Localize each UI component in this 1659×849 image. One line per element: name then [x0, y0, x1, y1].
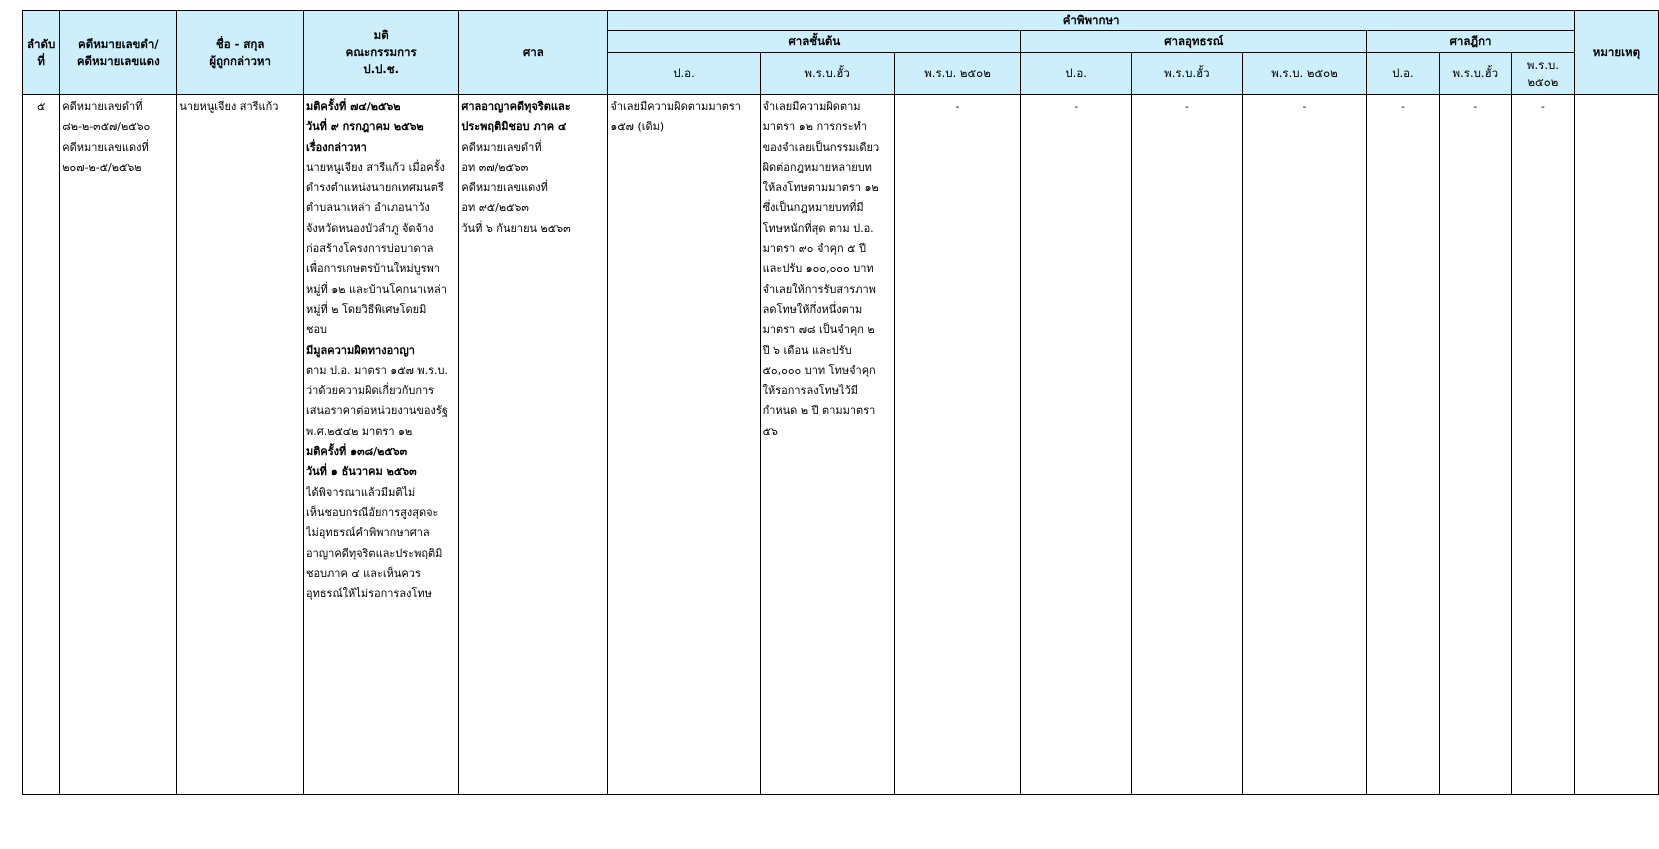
resolution-line: ตาม ป.อ. มาตรา ๑๕๗ พ.ร.บ. — [305, 363, 448, 377]
header-first-po: ป.อ. — [608, 53, 760, 95]
cell-supreme-po — [1367, 95, 1439, 795]
case-no-line: ๒๐๗-๒-๕/๒๕๖๒ — [62, 160, 142, 174]
cell-first-prb2502 — [894, 95, 1021, 795]
resolution-line: หมู่ที่ ๒ โดยวิธีพิเศษโดยมิ — [305, 302, 427, 316]
first-prb-line: ให้ลงโทษตามมาตรา ๑๒ — [762, 181, 879, 195]
first-prb-line: จำเลยให้การรับสารภาพ — [762, 282, 876, 296]
first-prb-line: กำหนด ๒ ปี ตามมาตรา — [762, 404, 876, 418]
resolution-line: มติครั้งที่ ๑๓๘/๒๕๖๓ — [305, 445, 408, 459]
first-prb-line: ผิดต่อกฎหมายหลายบท — [762, 160, 872, 174]
header-name — [177, 11, 304, 95]
cell-first-po — [608, 95, 760, 795]
cell-first-prb — [760, 95, 894, 795]
cell-appeal-po — [1021, 95, 1132, 795]
cell-case-no — [60, 95, 177, 795]
header-supreme-prb2502-line2: ๒๕๐๒ — [1527, 74, 1559, 89]
first-prb-line: ให้รอการลงโทษไว้มี — [762, 384, 858, 398]
header-no — [23, 11, 60, 95]
resolution-line: ตำบลนาเหล่า อำเภอนาวัง — [305, 201, 430, 215]
cell-appeal-prb — [1132, 95, 1243, 795]
resolution-line: จังหวัดหนองบัวลำภู จัดจ้าง — [305, 221, 434, 235]
header-no-line1: ลำดับ — [26, 36, 56, 51]
judgment-table — [22, 10, 1659, 795]
header-court-appeal: ศาลอุทธรณ์ — [1021, 31, 1367, 53]
header-case-no-line2: คดีหมายเลขแดง — [76, 53, 160, 68]
court-line: วันที่ ๖ กันยายน ๒๕๖๓ — [461, 221, 571, 235]
table-row — [23, 95, 1659, 795]
header-resolution — [303, 11, 458, 95]
cell-resolution — [303, 95, 458, 795]
header-first-prb2502: พ.ร.บ. ๒๕๐๒ — [894, 53, 1021, 95]
header-remark: หมายเหตุ — [1574, 11, 1658, 95]
header-appeal-prb2502: พ.ร.บ. ๒๕๐๒ — [1242, 53, 1367, 95]
cell-court — [459, 95, 608, 795]
case-no-line: ๘๒-๒-๓๕๗/๒๕๖๐ — [62, 120, 151, 134]
header-case-no-line1: คดีหมายเลขดำ/ — [78, 36, 159, 51]
resolution-line: วันที่ ๑ ธันวาคม ๒๕๖๓ — [305, 465, 417, 479]
resolution-line: ก่อสร้างโครงการบ่อบาดาล — [305, 242, 434, 256]
first-prb-line: มาตรา ๗๘ เป็นจำคุก ๒ — [762, 323, 875, 337]
cell-supreme-prb — [1439, 95, 1511, 795]
first-prb-line: ซึ่งเป็นกฎหมายบทที่มี — [762, 201, 864, 215]
resolution-line: วันที่ ๙ กรกฎาคม ๒๕๖๒ — [305, 120, 424, 134]
first-prb-line: มาตรา ๑๒ การกระทำ — [762, 120, 868, 134]
resolution-line: เสนอราคาต่อหน่วยงานของรัฐ — [305, 404, 448, 418]
first-po-line: จำเลยมีความผิดตามมาตรา — [610, 100, 741, 113]
header-supreme-prb: พ.ร.บ.ฮั้ว — [1439, 53, 1511, 95]
cell-remark — [1574, 95, 1658, 795]
cell-name: นายหนูเจียง สารีแก้ว — [177, 95, 304, 795]
resolution-line: ว่าด้วยความผิดเกี่ยวกับการ — [305, 384, 435, 398]
first-prb-line: และปรับ ๑๐๐,๐๐๐ บาท — [762, 262, 874, 276]
court-line: อท ๙๕/๒๕๖๓ — [461, 201, 529, 215]
first-prb-line: ๕๖ — [762, 424, 778, 438]
resolution-line: อุทธรณ์ให้ไม่รอการลงโทษ — [305, 587, 432, 601]
dash-value: - — [1540, 100, 1545, 113]
header-court: ศาล — [459, 11, 608, 95]
header-judgment: คำพิพากษา — [608, 11, 1574, 31]
dash-value: - — [1400, 100, 1405, 113]
resolution-line: พ.ศ.๒๕๔๒ มาตรา ๑๒ — [305, 424, 413, 438]
case-no-line: คดีหมายเลขแดงที่ — [62, 140, 149, 154]
first-prb-line: ลดโทษให้กึ่งหนึ่งตาม — [762, 302, 863, 316]
court-line: คดีหมายเลขดำที่ — [461, 140, 542, 154]
resolution-line: มีมูลความผิดทางอาญา — [305, 343, 415, 357]
header-resolution-line2: คณะกรรมการ — [345, 45, 417, 59]
judgment-table-wrapper — [22, 10, 1659, 795]
resolution-line: เพื่อการเกษตรบ้านใหม่บูรพา — [305, 262, 440, 276]
first-prb-line: โทษหนักที่สุด ตาม ป.อ. — [762, 221, 874, 235]
court-line: อท ๓๗/๒๕๖๓ — [461, 160, 529, 174]
cell-appeal-prb2502 — [1242, 95, 1367, 795]
header-name-line1: ชื่อ - สกุล — [215, 36, 265, 51]
resolution-line: มติครั้งที่ ๗๔/๒๕๖๒ — [305, 100, 401, 113]
header-first-prb: พ.ร.บ.ฮั้ว — [760, 53, 894, 95]
first-prb-line: มาตรา ๙๐ จำคุก ๕ ปี — [762, 242, 866, 256]
header-supreme-prb2502 — [1512, 53, 1575, 95]
dash-value: - — [1184, 100, 1189, 113]
first-prb-line: ปี ๖ เดือน และปรับ — [762, 343, 852, 357]
resolution-line: ชอบภาค ๔ และเห็นควร — [305, 566, 421, 580]
resolution-line: ได้พิจารณาแล้วมีมติไม่ — [305, 485, 416, 499]
header-supreme-po: ป.อ. — [1367, 53, 1439, 95]
header-court-supreme: ศาลฎีกา — [1367, 31, 1575, 53]
case-no-line: คดีหมายเลขดำที่ — [62, 100, 143, 113]
resolution-line: ชอบ — [305, 323, 328, 337]
header-no-line2: ที่ — [37, 53, 45, 68]
dash-value: - — [955, 100, 960, 113]
resolution-line: อาญาคดีทุจริตและประพฤติมิ — [305, 546, 443, 560]
header-resolution-line1: มติ — [373, 28, 389, 42]
header-name-line2: ผู้ถูกกล่าวหา — [209, 53, 271, 68]
dash-value: - — [1074, 100, 1079, 113]
first-prb-line: จำเลยมีความผิดตาม — [762, 100, 861, 113]
resolution-line: ไม่อุทธรณ์คำพิพากษาศาล — [305, 526, 430, 540]
header-appeal-po: ป.อ. — [1021, 53, 1132, 95]
dash-value: - — [1473, 100, 1478, 113]
header-court-first: ศาลชั้นต้น — [608, 31, 1021, 53]
first-prb-line: ของจำเลยเป็นกรรมเดียว — [762, 140, 880, 154]
header-appeal-prb: พ.ร.บ.ฮั้ว — [1132, 53, 1243, 95]
dash-value: - — [1302, 100, 1307, 113]
first-prb-line: ๕๐,๐๐๐ บาท โทษจำคุก — [762, 363, 876, 377]
resolution-line: เรื่องกล่าวหา — [305, 140, 367, 154]
resolution-line: หมู่ที่ ๑๒ และบ้านโคกนาเหล่า — [305, 282, 447, 296]
cell-no: ๕ — [23, 95, 60, 795]
first-po-line: ๑๕๗ (เดิม) — [610, 120, 665, 134]
header-supreme-prb2502-line1: พ.ร.บ. — [1526, 57, 1559, 72]
resolution-line: เห็นชอบกรณีอัยการสูงสุดจะ — [305, 505, 439, 519]
court-line: ศาลอาญาคดีทุจริตและ — [461, 100, 571, 113]
cell-supreme-prb2502 — [1512, 95, 1575, 795]
header-case-no — [60, 11, 177, 95]
resolution-line: ดำรงตำแหน่งนายกเทศมนตรี — [305, 181, 444, 195]
header-resolution-line3: ป.ป.ช. — [363, 62, 399, 76]
court-line: ประพฤติมิชอบ ภาค ๔ — [461, 120, 567, 134]
court-line: คดีหมายเลขแดงที่ — [461, 181, 548, 195]
resolution-line: นายหนูเจียง สารีแก้ว เมื่อครั้ง — [305, 160, 445, 174]
